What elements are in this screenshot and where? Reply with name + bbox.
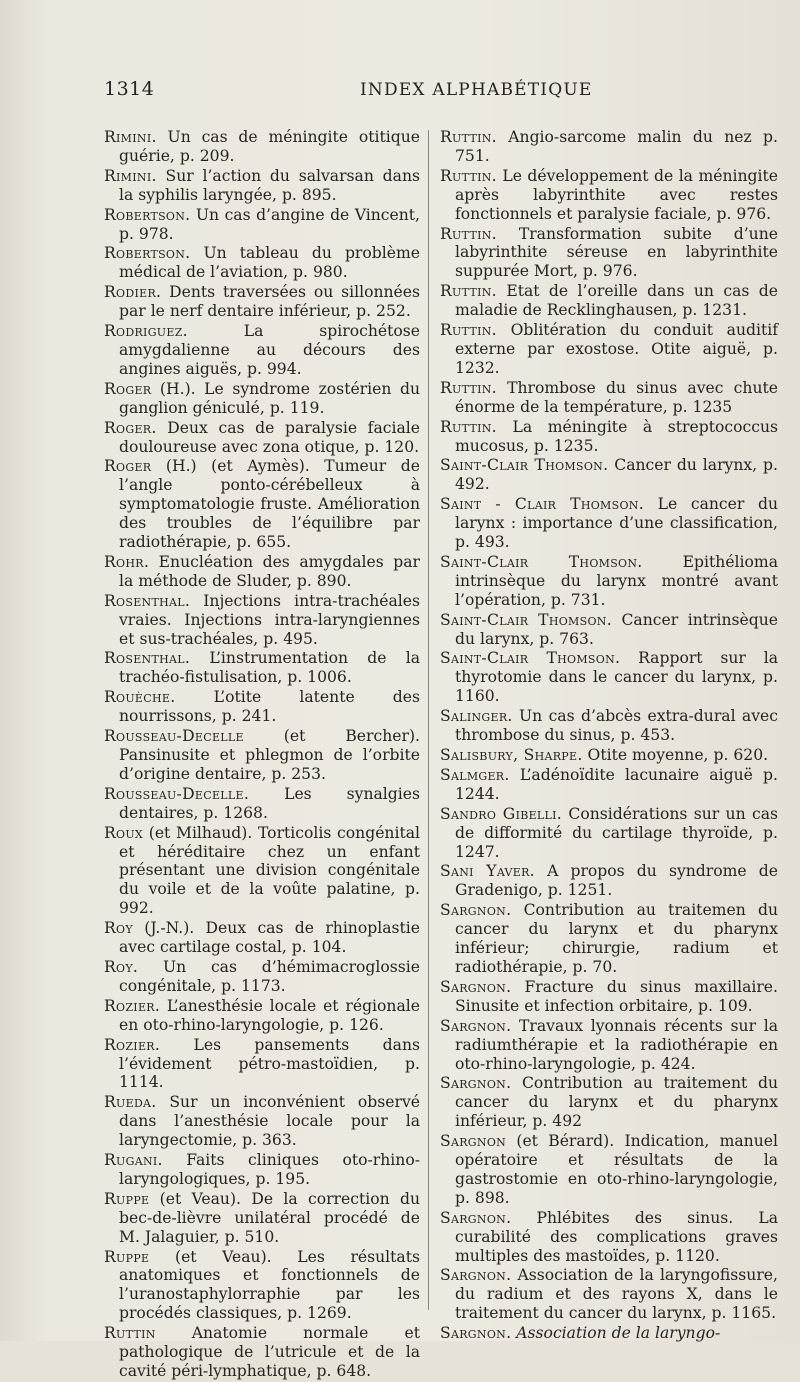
index-entry (104, 1093, 420, 1150)
entry-author: Salmger. (440, 765, 510, 784)
entry-author: Ruttin. (440, 378, 497, 397)
left-column (104, 128, 420, 1382)
entry-author: Robertson. (104, 205, 191, 224)
entry-text: Angio-sarcome malin du nez p. 751. (455, 128, 778, 165)
entry-text: (H.). Le syndrome zostérien du ganglion géniculé, p. 119. (119, 379, 420, 417)
entry-text: Un cas d’angine de Vincent, p. 978. (119, 205, 420, 243)
entry-text: Faits cliniques oto-rhino-laryngologiques, p. 195. (119, 1151, 420, 1188)
entry-text: Enucléation des amygdales par la méthode de Sluder, p. 890. (119, 552, 420, 590)
page-number: 1314 (104, 78, 155, 100)
entry-text: Travaux lyonnais récents sur la radiumthérapie et la radiothérapie en oto-rhino-laryngologie, p. 424. (455, 1016, 778, 1073)
entry-text: Un cas d’hémimacroglossie congénitale, p. 1173. (119, 957, 420, 995)
entry-text: Anatomie normale et pathologique de l’utricule et de la cavité péri-lymphatique, p. 648. (119, 1324, 420, 1380)
entry-author: Rosenthal. (104, 591, 191, 610)
index-entry (104, 824, 420, 919)
entry-author: Ruttin (104, 1324, 156, 1343)
entry-text: Contribution au traitement du cancer du larynx et du pharynx inférieur, p. 492 (455, 1074, 778, 1131)
entry-author: Rousseau-Decelle (104, 727, 244, 746)
index-entry (440, 167, 778, 224)
entry-author: Sargnon (440, 1132, 507, 1151)
index-entry (440, 649, 778, 706)
index-entry (104, 785, 420, 823)
entry-text: Le développement de la méningite après labyrinthite avec restes fonctionnels et paralysie faciale, p. 976. (455, 166, 778, 223)
entry-text: Un cas de méningite otitique guérie, p. 209. (119, 128, 420, 165)
index-entry (104, 1151, 420, 1189)
entry-author: Rugani. (104, 1151, 163, 1170)
entry-text: Epithélioma intrinsèque du larynx montré avant l’opération, p. 731. (455, 552, 778, 609)
index-entry (440, 746, 778, 765)
entry-text: Transformation subite d’une labyrinthite séreuse en labyrinthite suppurée Mort, p. 976. (455, 224, 778, 281)
index-entry (440, 225, 778, 282)
entry-text: (et Veau). Les résultats anatomiques et fonctionnels de l’uranostaphylorraphie par les procédés classiques, p. 1269. (119, 1247, 420, 1323)
entry-author: Rozier. (104, 996, 161, 1015)
entry-author: Rousseau-Decelle. (104, 784, 250, 803)
entry-author: Ruttin. (440, 321, 497, 340)
entry-author: Ruttin. (440, 224, 497, 243)
entry-text: Un tableau du problème médical de l’aviation, p. 980. (119, 244, 420, 282)
index-entry (104, 1324, 420, 1381)
entry-author: Rodier. (104, 283, 162, 302)
entry-author: Robertson. (104, 244, 191, 263)
entry-text: Sur l’action du salvarsan dans la syphilis laryngée, p. 895. (119, 166, 420, 204)
index-entry (440, 1324, 778, 1343)
entry-author: Ruppe (104, 1247, 150, 1266)
entry-text: Cancer intrinsèque du larynx, p. 763. (455, 610, 778, 648)
entry-author: Ruppe (104, 1189, 150, 1208)
entry-text: Injections intra-trachéales vraies. Injections intra-laryngiennes et sus-trachéales, p. 495. (119, 591, 420, 648)
index-entry (104, 1248, 420, 1324)
index-entry (104, 919, 420, 957)
entry-author: Rueda. (104, 1093, 157, 1112)
index-entry (440, 495, 778, 552)
index-entry (440, 553, 778, 610)
index-entry (440, 611, 778, 649)
index-entry (104, 1190, 420, 1247)
index-entry (104, 997, 420, 1035)
entry-author: Rozier. (104, 1035, 161, 1054)
entry-text: (et Bercher). Pansinusite et phlegmon de l’orbite d’origine dentaire, p. 253. (119, 727, 420, 783)
entry-author: Sargnon. (440, 1266, 512, 1285)
entry-text: Le cancer du larynx : importance d’une classification, p. 493. (455, 495, 779, 552)
index-entry (104, 688, 420, 726)
index-entry (104, 1036, 420, 1093)
entry-text: L’otite latente des nourrissons, p. 241. (119, 688, 420, 726)
index-entry (104, 244, 420, 282)
entry-text: Association de la laryngo- (511, 1324, 721, 1343)
index-entry (104, 380, 420, 418)
entry-author: Sani Yaver. (440, 862, 535, 881)
entry-author: Sargnon. (440, 901, 512, 920)
index-entry (104, 553, 420, 591)
index-entry (440, 978, 778, 1016)
entry-text: (et Milhaud). Torticolis congénital et héréditaire chez un enfant présentant une division congénitale du voile et de la voûte palatine, p. 992. (119, 823, 420, 918)
entry-text: La spirochétose amygdalienne au décours des angines aiguës, p. 994. (119, 322, 420, 378)
entry-author: Ruttin. (440, 166, 497, 185)
entry-text: Deux cas de paralysie faciale douloureuse avec zona otique, p. 120. (119, 418, 420, 456)
index-entry (104, 727, 420, 784)
entry-text: (H.) (et Aymès). Tumeur de l’angle ponto-cérébelleux à symptomatologie fruste. Amélioration des troubles de l’équilibre par radiothérapie, p. 655. (119, 457, 420, 552)
entry-text: La méningite à streptococcus mucosus, p. 1235. (455, 417, 778, 455)
entry-author: Ruttin. (440, 128, 497, 146)
index-entry (440, 1266, 778, 1323)
index-entry (440, 862, 778, 900)
right-column (440, 128, 778, 1344)
entry-text: Sur un inconvénient observé dans l’anesthésie locale pour la laryngectomie, p. 363. (119, 1093, 420, 1150)
index-entry (104, 419, 420, 457)
index-entry (440, 1017, 778, 1074)
entry-text: Thrombose du sinus avec chute énorme de la température, p. 1235 (455, 378, 778, 416)
index-entry (104, 958, 420, 996)
entry-author: Saint-Clair Thomson. (440, 649, 621, 668)
index-entry (104, 128, 420, 166)
entry-text: Otite moyenne, p. 620. (582, 746, 769, 764)
entry-author: Roger. (104, 418, 157, 437)
index-entry (440, 1132, 778, 1208)
entry-text: Cancer du larynx, p. 492. (455, 456, 778, 494)
entry-author: Saint-Clair Thomson. (440, 610, 612, 629)
index-entry (104, 167, 420, 205)
entry-text: Fracture du sinus maxillaire. Sinusite et infection orbitaire, p. 109. (455, 977, 778, 1015)
entry-author: Rosenthal. (104, 649, 191, 668)
entry-author: Roy (104, 919, 133, 938)
entry-text: L’adénoïdite lacunaire aiguë p. 1244. (455, 765, 778, 803)
entry-author: Sargnon. (440, 1016, 512, 1035)
entry-author: Roy. (104, 957, 139, 976)
entry-author: Roux (104, 823, 144, 842)
entry-author: Rimini. (104, 128, 157, 146)
index-entry (104, 322, 420, 379)
entry-author: Ruttin. (440, 417, 497, 436)
entry-text: Dents traversées ou sillonnées par le nerf dentaire inférieur, p. 252. (119, 283, 420, 321)
entry-text: Etat de l’oreille dans un cas de maladie de Recklinghausen, p. 1231. (455, 282, 778, 320)
index-entry (440, 1074, 778, 1131)
entry-text: A propos du syndrome de Gradenigo, p. 1251. (455, 862, 778, 900)
index-entry (104, 592, 420, 649)
entry-author: Sargnon. (440, 977, 512, 996)
entry-author: Sargnon. (440, 1208, 512, 1227)
column-divider (428, 130, 429, 1310)
index-entry (104, 649, 420, 687)
entry-author: Saint-Clair Thomson. (440, 456, 609, 475)
entry-text: Considérations sur un cas de difformité du cartilage thyroïde, p. 1247. (455, 804, 779, 861)
entry-author: Ruttin. (440, 282, 497, 301)
entry-text: Oblitération du conduit auditif externe par exostose. Otite aiguë, p. 1232. (455, 321, 778, 377)
entry-author: Salisbury, Sharpe. (440, 746, 583, 764)
entry-author: Roger (104, 379, 152, 398)
index-entry (440, 805, 778, 862)
entry-author: Rimini. (104, 166, 157, 185)
entry-text: (J.-N.). Deux cas de rhinoplastie avec cartilage costal, p. 104. (119, 919, 420, 957)
index-entry (440, 321, 778, 378)
entry-text: L’anesthésie locale et régionale en oto-rhino-laryngologie, p. 126. (119, 996, 420, 1034)
entry-text: (et Bérard). Indication, manuel opératoire et résultats de la gastrostomie en oto-rhino-laryngologie, p. 898. (455, 1132, 778, 1207)
index-entry (440, 901, 778, 977)
entry-author: Salinger. (440, 707, 513, 726)
entry-text: Contribution au traitemen du cancer du larynx et du pharynx inférieur; chirurgie, radium et radiothérapie, p. 70. (455, 901, 778, 976)
index-entry (440, 456, 778, 494)
index-entry (440, 707, 778, 745)
entry-author: Saint - Clair Thomson. (440, 495, 644, 514)
entry-text: Rapport sur la thyrotomie dans le cancer du larynx, p. 1160. (455, 649, 778, 706)
entry-text: Association de la laryngofissure, du radium et des rayons X, dans le traitement du cancer du larynx, p. 1165. (455, 1266, 778, 1323)
index-entry (104, 283, 420, 321)
index-entry (440, 128, 778, 166)
entry-author: Sargnon. (440, 1324, 512, 1343)
entry-text: Un cas d’abcès extra-dural avec thrombose du sinus, p. 453. (455, 707, 778, 745)
index-entry (440, 379, 778, 417)
index-entry (104, 457, 420, 552)
entry-author: Roger (104, 457, 152, 476)
index-entry (440, 282, 778, 320)
entry-text: Phlébites des sinus. La curabilité des complications graves multiples des mastoïdes, p. 1120. (455, 1208, 778, 1265)
entry-author: Rouèche. (104, 688, 176, 707)
entry-author: Rodriguez. (104, 322, 188, 341)
index-entry (440, 418, 778, 456)
entry-author: Sandro Gibelli. (440, 804, 563, 823)
entry-text: (et Veau). De la correction du bec-de-lièvre unilatéral procédé de M. Jalaguier, p. 510. (119, 1189, 420, 1246)
entry-text: Les pansements dans l’évidement pétro-mastoïdien, p. 1114. (119, 1035, 420, 1092)
entry-author: Sargnon. (440, 1074, 512, 1093)
index-entry (104, 206, 420, 244)
index-entry (440, 766, 778, 804)
index-entry (440, 1209, 778, 1266)
entry-text: Les synalgies dentaires, p. 1268. (119, 784, 420, 822)
entry-author: Saint-Clair Thomson. (440, 552, 643, 571)
entry-author: Rohr. (104, 552, 150, 571)
entry-text: L’instrumentation de la trachéo-fistulisation, p. 1006. (119, 649, 420, 687)
running-title: INDEX ALPHABÉTIQUE (360, 80, 593, 100)
